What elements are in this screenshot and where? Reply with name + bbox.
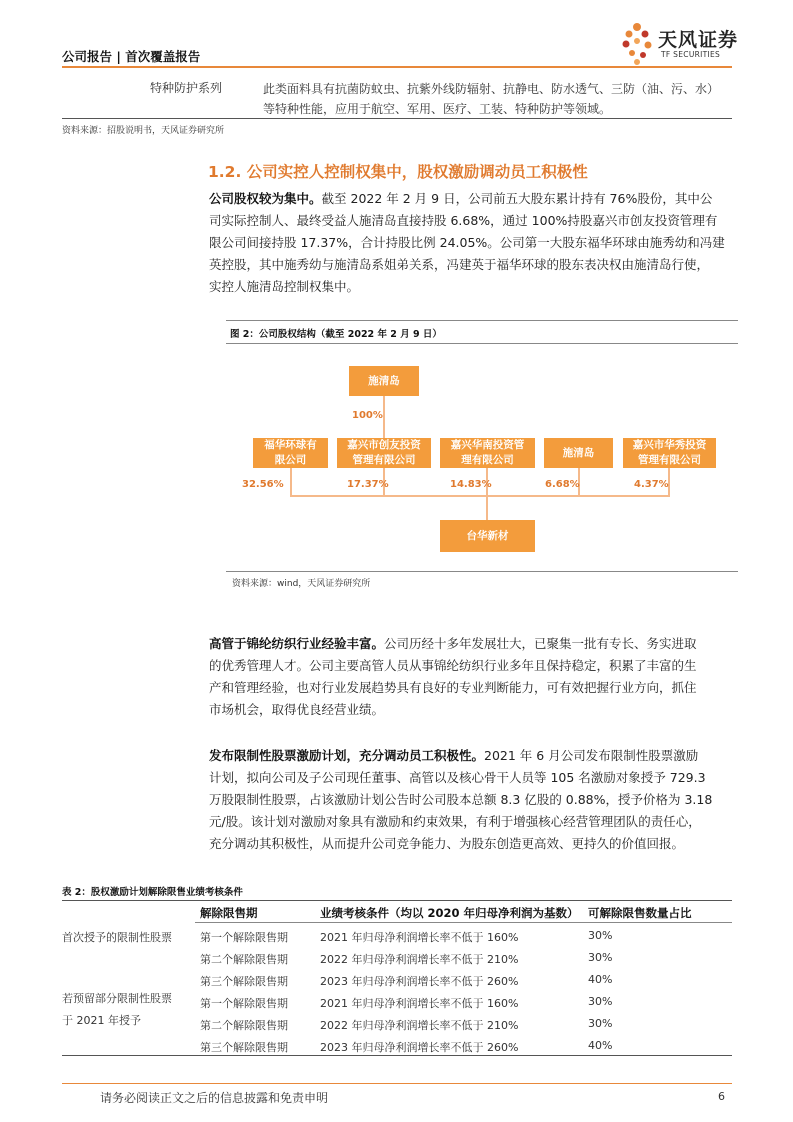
- holder-name-line: 施清岛: [562, 446, 595, 459]
- connector-line: [383, 396, 385, 438]
- holder-box-fuhua: [253, 438, 328, 468]
- source-note: 资料来源：招股说明书，天风证券研究所: [62, 126, 225, 136]
- table-cell: 40%: [588, 1039, 613, 1052]
- holder-pct: 32.56%: [242, 479, 284, 490]
- product-series-label: 特种防护系列: [150, 81, 223, 95]
- desc-line: 此类面料具有抗菌防蚊虫、抗紫外线防辐射、抗静电、防水透气、三防（油、污、水）: [263, 82, 720, 96]
- footer-disclaimer: 请务必阅读正文之后的信息披露和免责申明: [100, 1091, 329, 1105]
- paragraph-incentive: [209, 745, 729, 855]
- para-line: 万股限制性股票，占该激励计划公告时公司股本总额 8.3 亿股的 0.88%，授予价格为 3.18: [209, 792, 713, 807]
- page-number: 6: [718, 1090, 725, 1103]
- para-line: [209, 633, 729, 655]
- company-box: 台华新材: [440, 520, 535, 552]
- holder-pct: 4.37%: [634, 479, 669, 490]
- table-cell: 第三个解除限售期: [200, 1041, 288, 1054]
- connector-line: [290, 468, 292, 496]
- section-title: 1.2. 公司实控人控制权集中，股权激励调动员工积极性: [208, 163, 588, 181]
- table-cell: 第一个解除限售期: [200, 931, 288, 944]
- table-cell: 2021 年归母净利润增长率不低于 160%: [320, 997, 519, 1010]
- table-header: 业绩考核条件（均以 2020 年归母净利润为基数）: [320, 906, 579, 920]
- table-bottom-rule: [62, 118, 732, 119]
- figure-source-note: 资料来源：wind，天风证券研究所: [232, 579, 371, 589]
- table-cell: 2022 年归母净利润增长率不低于 210%: [320, 953, 519, 966]
- table-title: 表 2：股权激励计划解除限售业绩考核条件: [62, 887, 243, 898]
- brand-logo: [620, 22, 740, 68]
- table-group-label: 于 2021 年授予: [62, 1014, 141, 1027]
- figure-bottom-rule: [226, 571, 738, 572]
- holder-pct: 6.68%: [545, 479, 580, 490]
- para-line: 产和管理经验，也对行业发展趋势具有良好的专业判断能力，可有效把握行业方向，抓住: [209, 680, 697, 695]
- table-cell: 第一个解除限售期: [200, 997, 288, 1010]
- para-line: 实控人施清岛控制权集中。: [209, 279, 360, 294]
- table-header-rule: [195, 922, 732, 923]
- para-line: 计划，拟向公司及子公司现任董事、高管以及核心骨干人员等 105 名激励对象授予 729.3: [209, 770, 706, 785]
- holder-name-line: 福华环球有: [264, 439, 317, 451]
- para-line: 英控股，其中施秀幼与施清岛系姐弟关系，冯建英于福华环球的股东表决权由施清岛行使，: [209, 257, 710, 272]
- holder-name-line: 嘉兴市创友投资: [347, 439, 421, 451]
- table-header: 可解除限售数量占比: [588, 906, 692, 920]
- table-cell: 2022 年归母净利润增长率不低于 210%: [320, 1019, 519, 1032]
- para-line: 司实际控制人、最终受益人施清岛直接持股 6.68%，通过 100%持股嘉兴市创友投资管理有: [209, 213, 718, 228]
- table-cell: 30%: [588, 929, 613, 942]
- connector-line: [486, 468, 488, 520]
- table-cell: 2021 年归母净利润增长率不低于 160%: [320, 931, 519, 944]
- report-type-label: 公司报告 | 首次覆盖报告: [62, 49, 201, 64]
- logo-text-en: TF SECURITIES: [661, 50, 721, 59]
- figure-title-rule: [226, 343, 738, 344]
- logo-mark-icon: [620, 22, 656, 66]
- table-group-label: 若预留部分限制性股票: [62, 992, 172, 1005]
- holder-name-line: 管理有限公司: [638, 454, 701, 466]
- figure-top-rule: [226, 320, 738, 321]
- product-series-desc: [263, 79, 723, 119]
- top-holder-pct: 100%: [352, 410, 383, 421]
- holder-name-line: 限公司: [274, 454, 307, 466]
- desc-line: 等特种性能，应用于航空、军用、医疗、工装、特种防护等领域。: [263, 102, 612, 116]
- table-cell: 30%: [588, 1017, 613, 1030]
- table-top-rule: [62, 900, 732, 901]
- table-cell: 30%: [588, 995, 613, 1008]
- table-cell: 第二个解除限售期: [200, 1019, 288, 1032]
- table-cell: 第二个解除限售期: [200, 953, 288, 966]
- paragraph-management: [209, 633, 729, 721]
- table-group-label: 首次授予的限制性股票: [62, 931, 172, 944]
- para-text: 截至 2022 年 2 月 9 日，公司前五大股东累计持有 76%股份，其中公: [321, 191, 713, 206]
- para-text: 公司历经十多年发展壮大，已聚集一批有专长、务实进取: [384, 636, 697, 651]
- paragraph-equity: [209, 188, 729, 298]
- holder-box-shiqingdao: [544, 438, 613, 468]
- holder-name-line: 嘉兴市华秀投资: [632, 439, 707, 451]
- logo-text-cn: 天风证券: [658, 29, 739, 51]
- para-line: 充分调动其积极性，从而提升公司竞争能力、为股东创造更高效、更持久的价值回报。: [209, 836, 685, 851]
- para-line: 元/股。该计划对激励对象具有激励和约束效果，有利于增强核心经营管理团队的责任心，: [209, 814, 701, 829]
- table-bottom-rule: [62, 1055, 732, 1056]
- holder-box-huaxiu: [623, 438, 716, 468]
- top-holder-box: 施清岛: [349, 366, 419, 396]
- para-lead: 高管于锦纶纺织行业经验丰富。: [209, 636, 385, 651]
- table-header: 解除限售期: [200, 906, 258, 920]
- holder-pct: 14.83%: [450, 479, 492, 490]
- connector-line: [290, 495, 670, 497]
- holder-box-huanan: [440, 438, 535, 468]
- header-divider: [62, 66, 732, 68]
- table-cell: 第三个解除限售期: [200, 975, 288, 988]
- holder-name-line: 管理有限公司: [352, 454, 416, 466]
- para-line: 市场机会，取得优良经营业绩。: [209, 702, 385, 717]
- para-line: 的优秀管理人才。公司主要高管人员从事锦纶纺织行业多年且保持稳定，积累了丰富的生: [209, 658, 697, 673]
- holder-pct: 17.37%: [347, 479, 389, 490]
- para-lead: 公司股权较为集中。: [209, 191, 322, 206]
- holder-box-chuangyou: [337, 438, 431, 468]
- table-cell: 2023 年归母净利润增长率不低于 260%: [320, 975, 519, 988]
- table-cell: 30%: [588, 951, 613, 964]
- table-cell: 2023 年归母净利润增长率不低于 260%: [320, 1041, 519, 1054]
- para-lead: 发布限制性股票激励计划，充分调动员工积极性。: [209, 748, 485, 763]
- table-cell: 40%: [588, 973, 613, 986]
- para-line: [209, 745, 729, 767]
- para-line: [209, 188, 729, 210]
- para-text: 2021 年 6 月公司发布限制性股票激励: [484, 748, 699, 763]
- figure-title: 图 2：公司股权结构（截至 2022 年 2 月 9 日）: [230, 329, 442, 340]
- holder-name-line: 嘉兴华南投资管: [450, 439, 525, 451]
- holder-name-line: 理有限公司: [461, 454, 514, 466]
- footer-divider: [62, 1083, 732, 1084]
- para-line: 限公司间接持股 17.37%，合计持股比例 24.05%。公司第一大股东福华环球由施秀幼和冯建: [209, 235, 725, 250]
